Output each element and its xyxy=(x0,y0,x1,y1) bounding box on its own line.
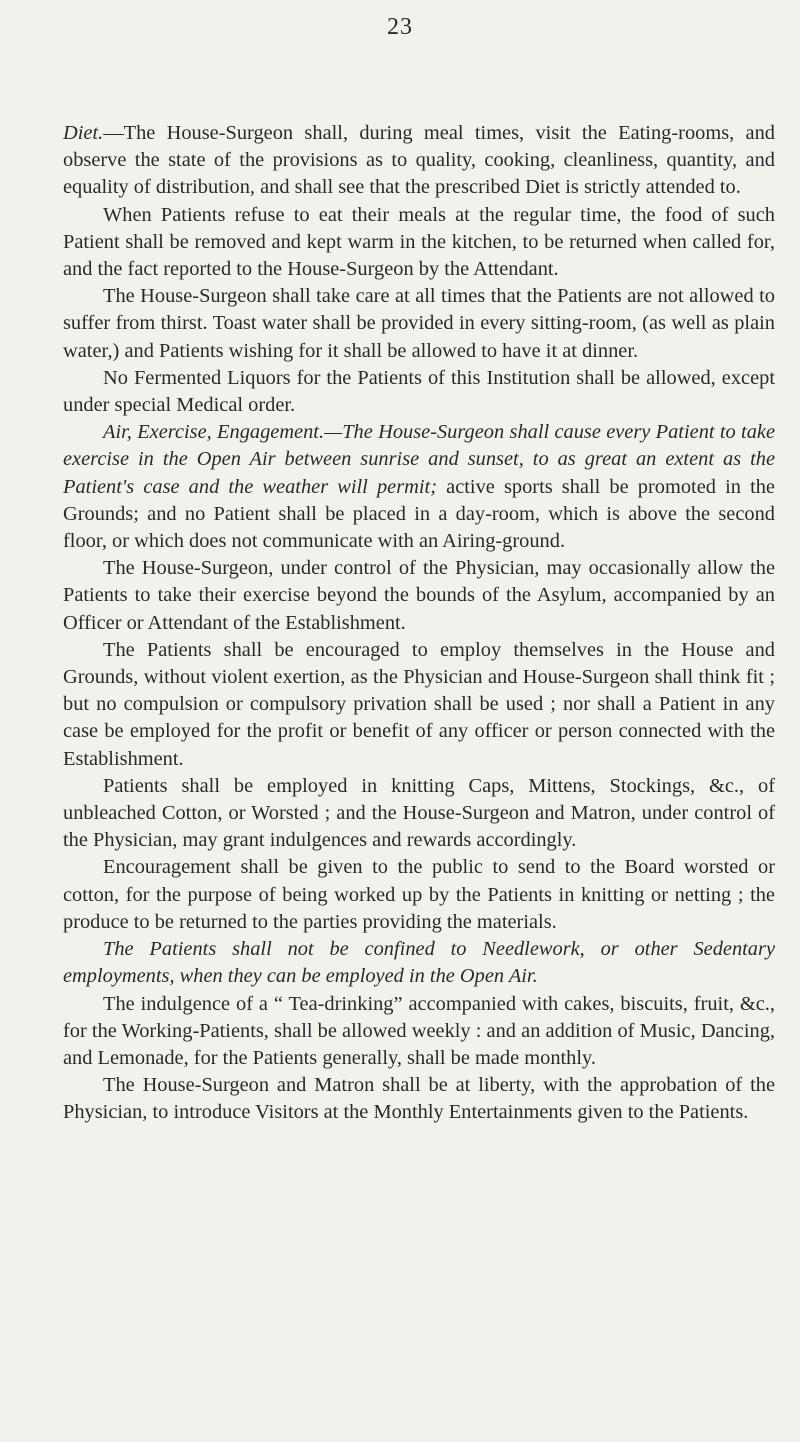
paragraph-diet-text: —The House-Surgeon shall, during meal times, visit the Eating-rooms, and observe the state of the provisions as to quality, cooking, cleanliness, quantity, and equality of distribution, and shall see that the prescribed Diet is strictly attended to. xyxy=(63,122,775,199)
paragraph-meal-refusal: When Patients refuse to eat their meals at the regular time, the food of such Patient shall be removed and kept warm in the kitchen, to be returned when called for, and the fact reported to the House-Surgeon by the Attendant. xyxy=(63,203,775,281)
paragraph-fermented-liquors: No Fermented Liquors for the Patients of this Institution shall be allowed, except under special Medical order. xyxy=(63,366,775,417)
paragraph-diet xyxy=(63,120,775,202)
paragraph-encouragement: Encouragement shall be given to the public to send to the Board worsted or cotton, for the purpose of being worked up by the Patients in knitting or netting ; the produce to be returned to the parties providing the materials. xyxy=(63,856,775,933)
section-heading-diet: Diet. xyxy=(63,122,104,144)
paragraph-thirst: The House-Surgeon shall take care at all times that the Patients are not allowed to suffer from thirst. Toast water shall be provided in every sitting-room, (as well as plain water,) and Patients wishing for it shall be allowed to have it at dinner. xyxy=(63,285,775,362)
paragraph-air-exercise xyxy=(63,419,775,555)
paragraph-exercise-beyond-bounds: The House-Surgeon, under control of the Physician, may occasionally allow the Patients to take their exercise beyond the bounds of the Asylum, accompanied by an Officer or Attendant of the Establishment. xyxy=(63,557,775,634)
document-body xyxy=(63,120,775,1127)
section-heading-air-exercise: Air, Exercise, Engagement.—The House-Surgeon shall cause every Patient to take exercise in the Open Air between sunrise and sunset, to as great an extent as the Patient's case and the weather will permit; xyxy=(63,421,775,498)
paragraph-knitting: Patients shall be employed in knitting Caps, Mittens, Stockings, &c., of unbleached Cotton, or Worsted ; and the House-Surgeon and Matron, under control of the Physician, may grant indulgences and rewards accordingly. xyxy=(63,774,775,852)
paragraph-visitors: The House-Surgeon and Matron shall be at liberty, with the approbation of the Physician, to introduce Visitors at the Monthly Entertainments given to the Patients. xyxy=(63,1074,775,1124)
paragraph-needlework: The Patients shall not be confined to Needlework, or other Sedentary employments, when they can be employed in the Open Air. xyxy=(63,938,775,988)
paragraph-employment: The Patients shall be encouraged to employ themselves in the House and Grounds, without violent exertion, as the Physician and House-Surgeon shall think fit ; but no compulsion or compulsory privation shall be used ; nor shall a Patient in any case be employed for the profit or benefit of any officer or person connected with the Establishment. xyxy=(63,638,775,770)
paragraph-tea-drinking: The indulgence of a “ Tea-drinking” accompanied with cakes, biscuits, fruit, &c., for the Working-Patients, shall be allowed weekly : and an addition of Music, Dancing, and Lemonade, for the Patients generally, shall be made monthly. xyxy=(63,992,775,1069)
paragraph-air-exercise-text: active sports shall be promoted in the Grounds; and no Patient shall be placed in a day-room, which is above the second floor, or which does not communicate with an Airing-ground. xyxy=(63,475,775,553)
page-number: 23 xyxy=(387,14,413,40)
